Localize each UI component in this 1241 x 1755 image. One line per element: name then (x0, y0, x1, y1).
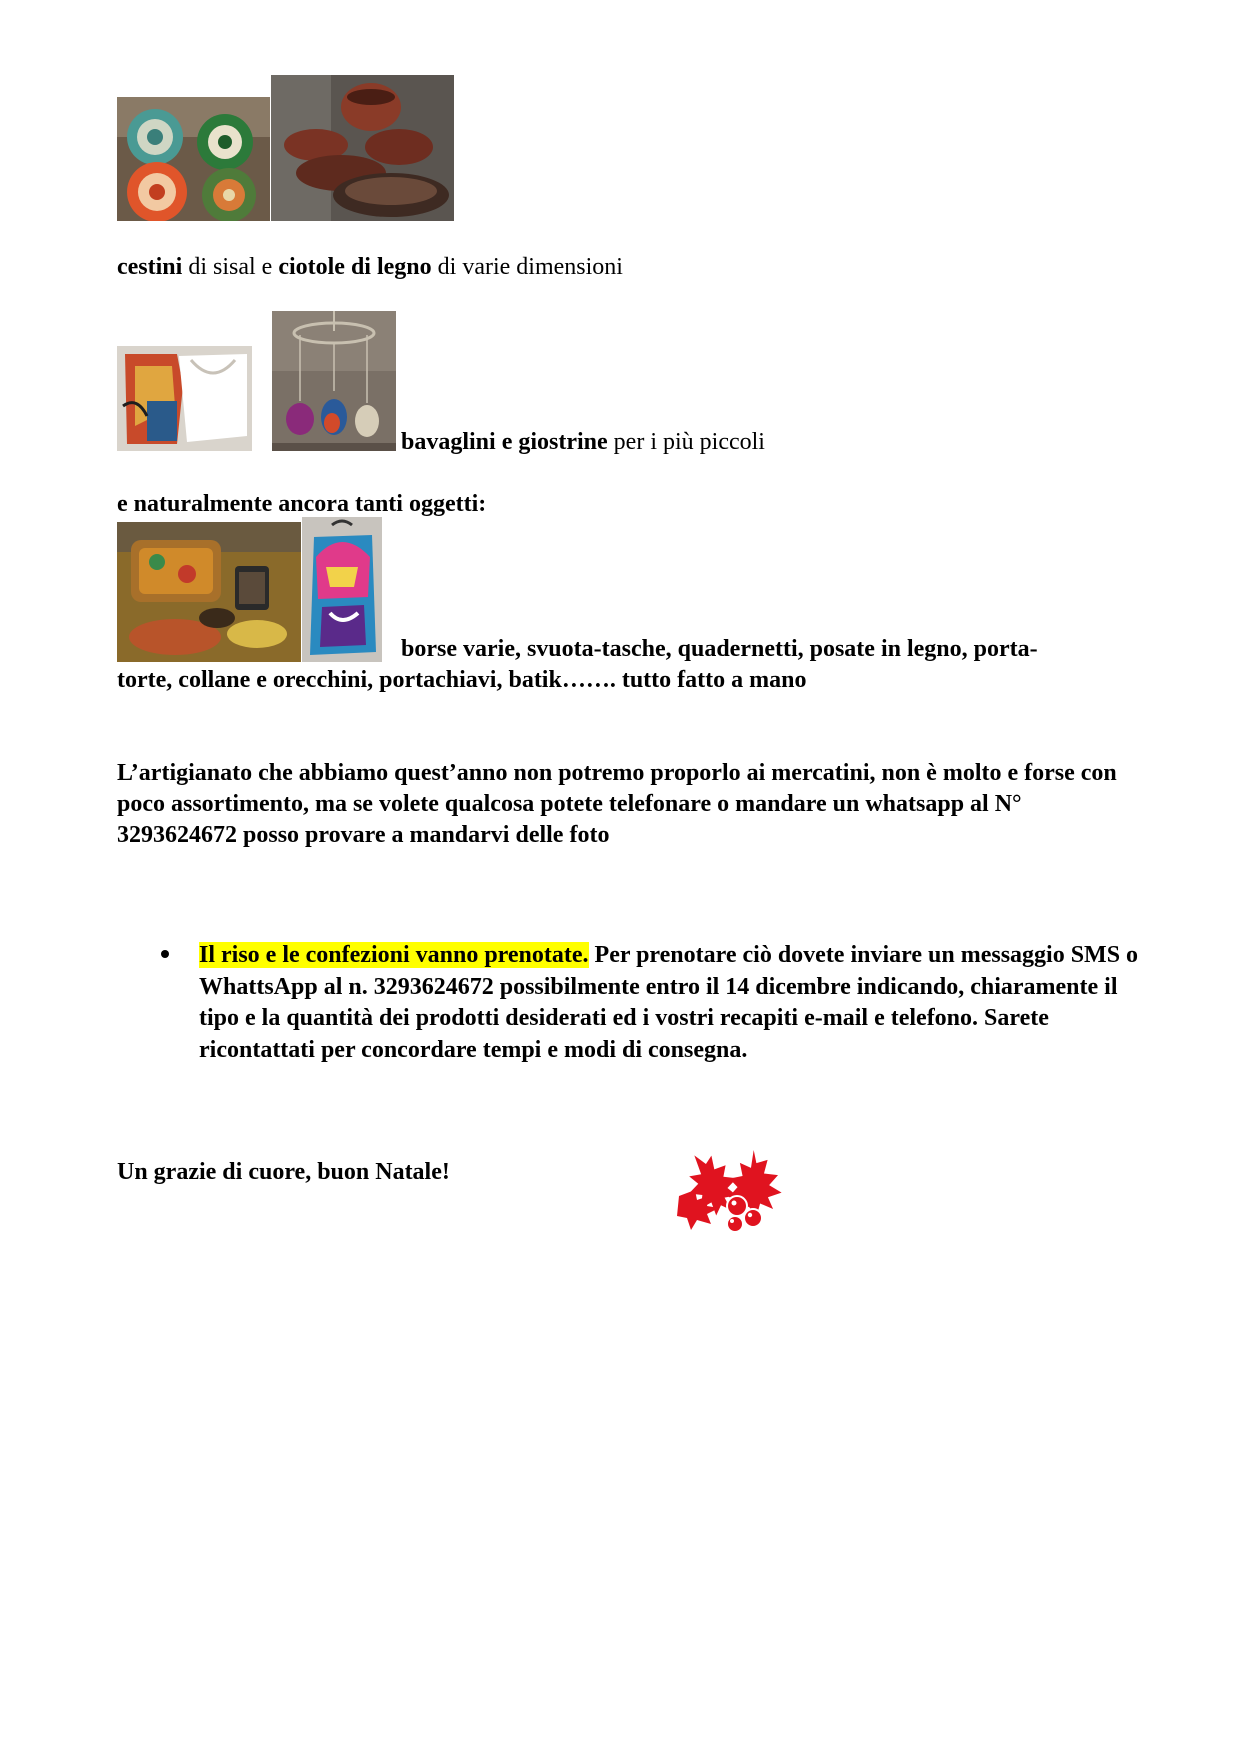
caption-text: per i più piccoli (607, 429, 765, 455)
holly-icon (675, 1148, 790, 1233)
items-list-line-2: torte, collane e orecchini, portachiavi, batik……. tutto fatto a mano (117, 667, 807, 693)
caption-text: di sisal e (182, 254, 279, 280)
baskets-photo (117, 97, 270, 221)
reservation-text: Per prenotare ciò dovete inviare un messaggio SMS o WhattsApp al n. 3293624672 possibilmente entro il 14 dicembre indicando, chiaramente il tipo e la quantità dei prodotti desiderati ed i vostri recapiti e-mail e telefono. Sarete ricontattati per concordare tempi e modi di consegna. (199, 942, 1139, 1063)
bags-photo (117, 522, 301, 662)
intro-line: e naturalmente ancora tanti oggetti: (117, 491, 487, 517)
caption-term-ciotole: ciotole di legno (278, 254, 432, 280)
caption-bibs-mobiles (401, 427, 765, 458)
reservation-highlight: Il riso e le confezioni vanno prenotate. (199, 942, 589, 968)
printed-bag-photo (302, 517, 382, 662)
wooden-bowls-photo (271, 75, 454, 221)
bullet-dot (161, 950, 169, 958)
artisan-paragraph: L’artigianato che abbiamo quest’anno non potremo proporlo ai mercatini, non è molto e forse con poco assortimento, ma se volete qualcosa potete telefonare o mandare un whatsapp al N° 3293624672 posso provare a mandarvi delle foto (117, 760, 1117, 848)
mobile-photo (272, 311, 396, 451)
items-list-line-1: borse varie, svuota-tasche, quadernetti, posate in legno, porta- (401, 636, 1038, 662)
caption-text: di varie dimensioni (431, 254, 623, 280)
caption-term-bavaglini: bavaglini e giostrine (401, 429, 608, 455)
reservation-bullet (199, 940, 1139, 1066)
closing-line: Un grazie di cuore, buon Natale! (117, 1159, 450, 1185)
caption-term-cestini: cestini (117, 254, 183, 280)
bibs-photo (117, 346, 252, 451)
caption-baskets-bowls (117, 252, 623, 283)
